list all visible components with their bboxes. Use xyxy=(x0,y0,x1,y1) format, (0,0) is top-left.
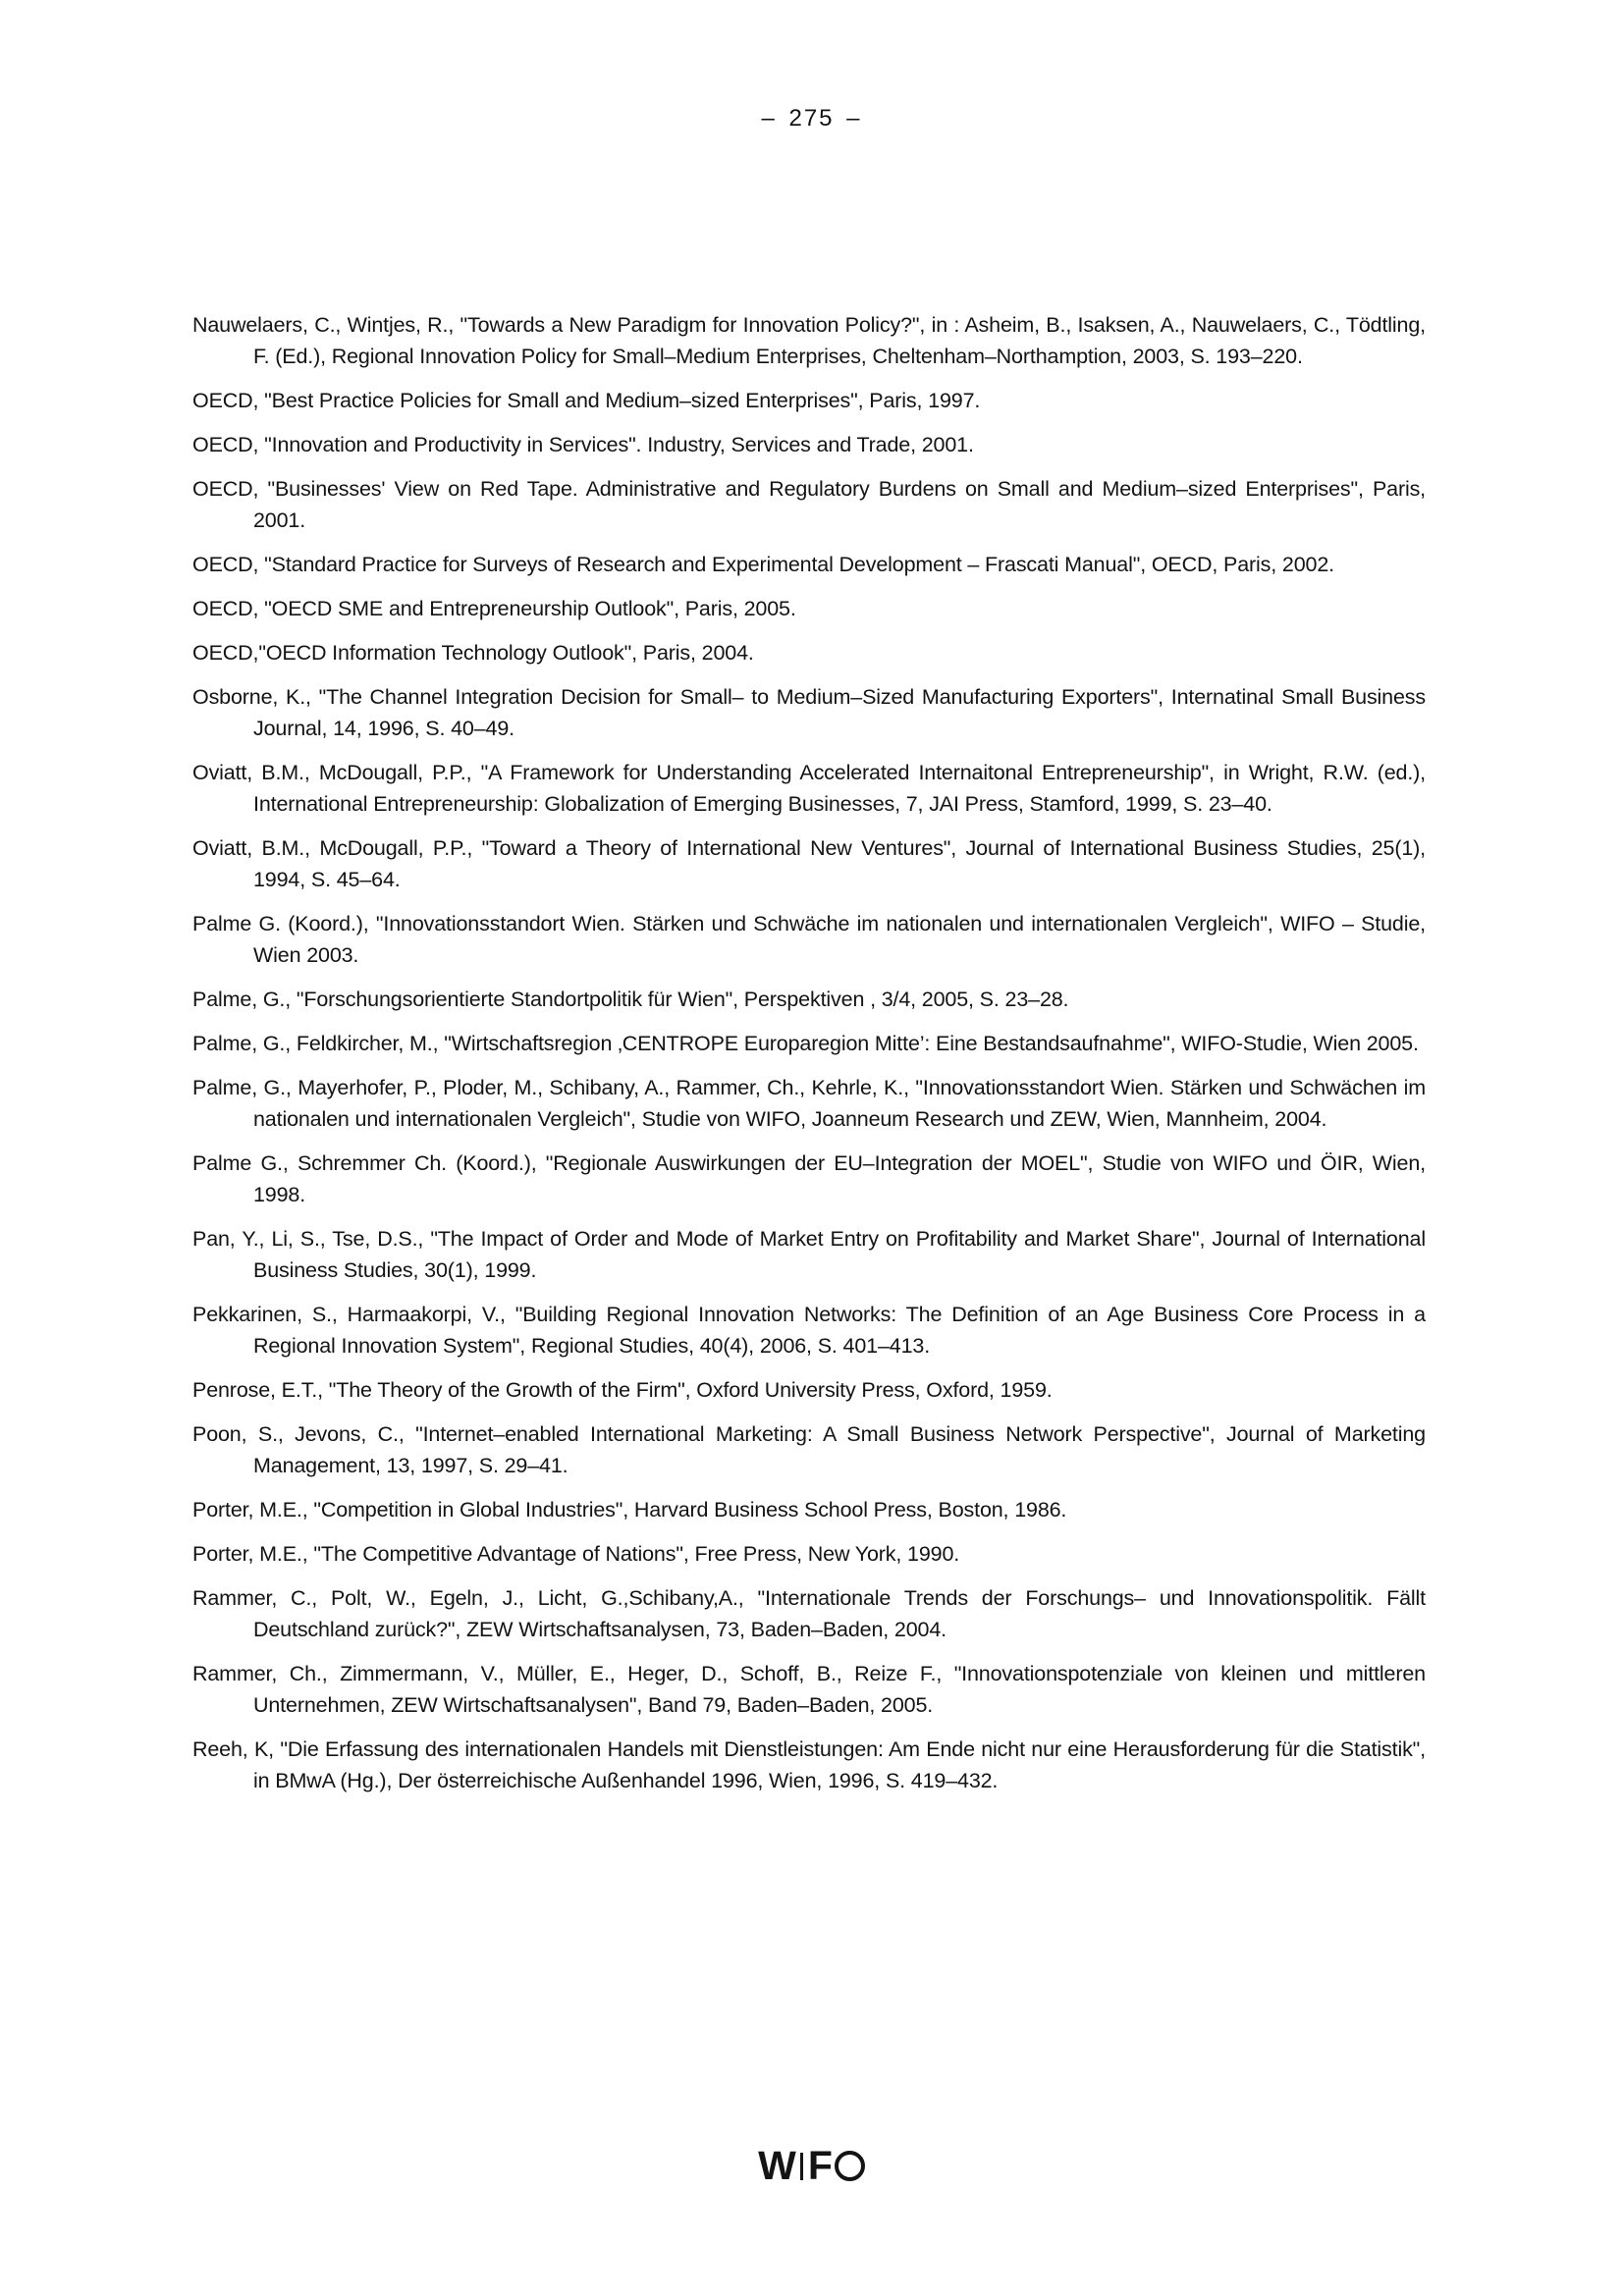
reference-item: Oviatt, B.M., McDougall, P.P., "A Framework for Understanding Accelerated Internaitonal Entrepreneurship", in Wright, R.W. (ed.), International Entrepreneurship: Globalization of Emerging Businesses, 7, JAI Press, Stamford, 1999, S. 23–40. xyxy=(192,761,1426,816)
reference-item: Palme G. (Koord.), "Innovationsstandort Wien. Stärken und Schwäche im nationalen und internationalen Vergleich", WIFO – Studie, Wien 2003. xyxy=(192,912,1426,967)
reference-item: Penrose, E.T., "The Theory of the Growth of the Firm", Oxford University Press, Oxford, 1959. xyxy=(192,1378,1053,1402)
wifo-logo-letter-f: F xyxy=(807,2143,832,2188)
reference-item: OECD, "Businesses' View on Red Tape. Administrative and Regulatory Burdens on Small and Medium–sized Enterprises", Paris, 2001. xyxy=(192,477,1426,532)
reference-item: OECD, "Innovation and Productivity in Services". Industry, Services and Trade, 2001. xyxy=(192,433,974,456)
reference-list xyxy=(192,309,1426,1809)
wifo-logo-divider-bar xyxy=(800,2153,803,2180)
reference-item: Poon, S., Jevons, C., "Internet–enabled International Marketing: A Small Business Network Perspective", Journal of Marketing Management, 13, 1997, S. 29–41. xyxy=(192,1422,1426,1477)
reference-item: Oviatt, B.M., McDougall, P.P., "Toward a Theory of International New Ventures", Journal of International Business Studies, 25(1), 1994, S. 45–64. xyxy=(192,836,1426,891)
reference-item: OECD,"OECD Information Technology Outlook", Paris, 2004. xyxy=(192,641,754,665)
reference-item: Palme G., Schremmer Ch. (Koord.), "Regionale Auswirkungen der EU–Integration der MOEL", Studie von WIFO und ÖIR, Wien, 1998. xyxy=(192,1151,1426,1206)
reference-item: Pekkarinen, S., Harmaakorpi, V., "Building Regional Innovation Networks: The Definition of an Age Business Core Process in a Regional Innovation System", Regional Studies, 40(4), 2006, S. 401–413. xyxy=(192,1303,1426,1358)
reference-item: Rammer, Ch., Zimmermann, V., Müller, E., Heger, D., Schoff, B., Reize F., "Innovationspotenziale von kleinen und mittleren Unternehmen, ZEW Wirtschaftsanalysen", Band 79, Baden–Baden, 2005. xyxy=(192,1662,1426,1717)
reference-item: Porter, M.E., "Competition in Global Industries", Harvard Business School Press, Boston, 1986. xyxy=(192,1498,1067,1522)
reference-item: Osborne, K., "The Channel Integration Decision for Small– to Medium–Sized Manufacturing Exporters", Internatinal Small Business Journal, 14, 1996, S. 40–49. xyxy=(192,685,1426,740)
reference-item: OECD, "OECD SME and Entrepreneurship Outlook", Paris, 2005. xyxy=(192,597,796,620)
page-number: – 275 – xyxy=(761,105,862,132)
wifo-logo-letter-w: W xyxy=(758,2143,795,2188)
reference-item: Palme, G., "Forschungsorientierte Standortpolitik für Wien", Perspektiven , 3/4, 2005, S. 23–28. xyxy=(192,988,1069,1011)
reference-item: Rammer, C., Polt, W., Egeln, J., Licht, G.,Schibany,A., "Internationale Trends der Forschungs– und Innovationspolitik. Fällt Deutschland zurück?", ZEW Wirtschaftsanalysen, 73, Baden–Baden, 2004. xyxy=(192,1586,1426,1641)
wifo-logo-circle-o-icon xyxy=(835,2151,865,2181)
reference-item: OECD, "Best Practice Policies for Small and Medium–sized Enterprises", Paris, 1997. xyxy=(192,389,981,412)
reference-item: OECD, "Standard Practice for Surveys of Research and Experimental Development – Frascati Manual", OECD, Paris, 2002. xyxy=(192,553,1334,576)
reference-item: Reeh, K, "Die Erfassung des internationalen Handels mit Dienstleistungen: Am Ende nicht nur eine Herausforderung für die Statistik", in BMwA (Hg.), Der österreichische Außenhandel 1996, Wien, 1996, S. 419–432. xyxy=(192,1737,1426,1792)
reference-item: Nauwelaers, C., Wintjes, R., "Towards a New Paradigm for Innovation Policy?", in : Asheim, B., Isaksen, A., Nauwelaers, C., Tödtling, F. (Ed.), Regional Innovation Policy for Small–Medium Enterprises, Cheltenham–Northamption, 2003, S. 193–220. xyxy=(192,313,1426,368)
reference-item: Porter, M.E., "The Competitive Advantage of Nations", Free Press, New York, 1990. xyxy=(192,1542,960,1566)
reference-item: Palme, G., Feldkircher, M., "Wirtschaftsregion ‚CENTROPE Europaregion Mitte’: Eine Bestandsaufnahme", WIFO-Studie, Wien 2005. xyxy=(192,1032,1419,1055)
reference-item: Palme, G., Mayerhofer, P., Ploder, M., Schibany, A., Rammer, Ch., Kehrle, K., "Innovationsstandort Wien. Stärken und Schwächen im nationalen und internationalen Vergleich", Studie von WIFO, Joanneum Research und ZEW, Wien, Mannheim, 2004. xyxy=(192,1076,1426,1131)
reference-item: Pan, Y., Li, S., Tse, D.S., "The Impact of Order and Mode of Market Entry on Profitability and Market Share", Journal of International Business Studies, 30(1), 1999. xyxy=(192,1227,1426,1282)
wifo-logo xyxy=(758,2143,865,2188)
footer xyxy=(0,2143,1623,2188)
